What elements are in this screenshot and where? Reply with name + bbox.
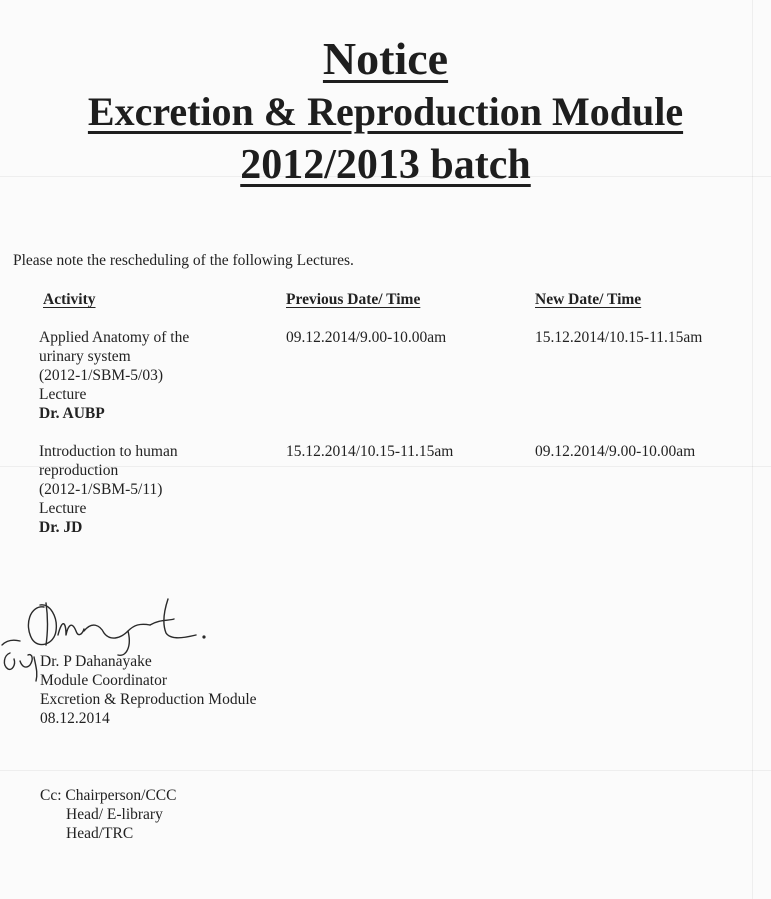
cc-line: Cc: Chairperson/CCC: [40, 787, 177, 804]
activity-line: (2012-1/SBM-5/03): [39, 367, 163, 384]
cc-line: Head/ E-library: [66, 806, 163, 823]
activity-line: Introduction to human: [39, 443, 178, 460]
signatory-date: 08.12.2014: [40, 710, 110, 727]
activity-line: Lecture: [39, 500, 87, 517]
new-datetime: 15.12.2014/10.15-11.15am: [535, 329, 703, 346]
signatory-role: Module Coordinator: [40, 672, 167, 689]
previous-datetime: 15.12.2014/10.15-11.15am: [286, 443, 454, 460]
activity-line: (2012-1/SBM-5/11): [39, 481, 163, 498]
column-header-new: New Date/ Time: [535, 291, 642, 308]
paper-fold: [0, 770, 771, 771]
new-datetime: 09.12.2014/9.00-10.00am: [535, 443, 696, 460]
notice-title: Notice: [322, 33, 449, 84]
activity-line: urinary system: [39, 348, 131, 365]
lecturer: Dr. AUBP: [39, 405, 105, 422]
column-header-activity: Activity: [43, 291, 96, 308]
cc-line: Head/TRC: [66, 825, 134, 842]
column-header-previous: Previous Date/ Time: [286, 291, 421, 308]
batch-title: 2012/2013 batch: [240, 142, 531, 188]
previous-datetime: 09.12.2014/9.00-10.00am: [286, 329, 447, 346]
lecturer: Dr. JD: [39, 519, 83, 536]
activity-line: Applied Anatomy of the: [39, 329, 190, 346]
module-title: Excretion & Reproduction Module: [87, 89, 684, 134]
signatory-name: Dr. P Dahanayake: [40, 653, 152, 670]
signatory-module: Excretion & Reproduction Module: [40, 691, 257, 708]
activity-line: reproduction: [39, 462, 119, 479]
activity-line: Lecture: [39, 386, 87, 403]
intro-text: Please note the rescheduling of the following Lectures.: [13, 252, 354, 269]
